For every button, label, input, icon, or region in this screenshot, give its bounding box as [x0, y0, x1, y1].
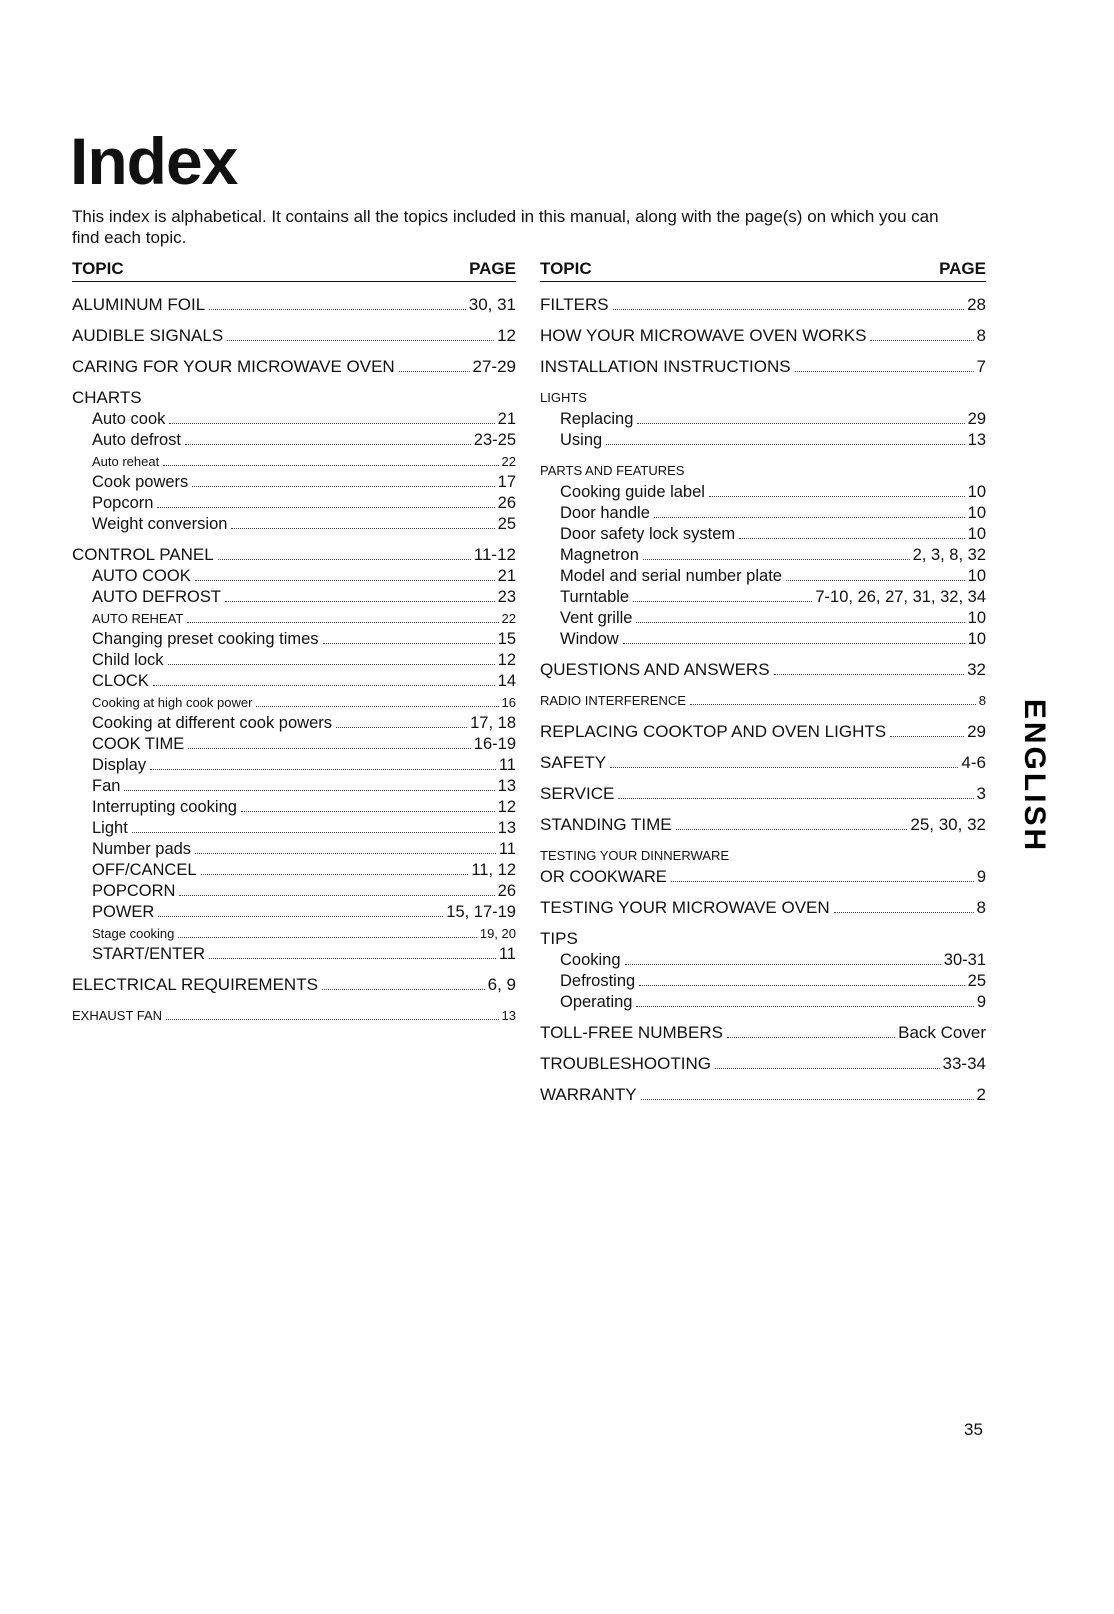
- index-page-ref: 19, 20: [479, 926, 516, 941]
- dot-leader: [179, 895, 494, 896]
- index-topic: AUTO REHEAT: [92, 611, 184, 626]
- index-topic: ALUMINUM FOIL: [72, 295, 206, 314]
- index-topic: Cooking guide label: [560, 483, 705, 501]
- index-entry: [72, 356, 516, 378]
- index-page-ref: 2: [976, 1085, 986, 1104]
- index-topic: STANDING TIME: [540, 815, 672, 834]
- index-topic: Display: [92, 756, 147, 774]
- index-topic: Popcorn: [92, 494, 154, 512]
- dot-leader: [890, 736, 964, 737]
- dot-leader: [323, 643, 495, 644]
- index-entry: [540, 545, 986, 566]
- dot-leader: [636, 1006, 973, 1007]
- index-topic: EXHAUST FAN: [72, 1008, 163, 1023]
- index-entry: [72, 566, 516, 587]
- index-page-ref: 10: [967, 483, 986, 501]
- dot-leader: [168, 664, 495, 665]
- index-page-ref: 3: [976, 784, 986, 803]
- index-topic: WARRANTY: [540, 1085, 637, 1104]
- index-topic: Cooking: [560, 951, 621, 969]
- page-number: 35: [964, 1420, 983, 1439]
- dot-leader: [124, 790, 494, 791]
- index-topic: OR COOKWARE: [540, 868, 667, 886]
- index-topic: AUTO COOK: [92, 567, 191, 585]
- index-topic: OFF/CANCEL: [92, 861, 197, 879]
- index-entry: [540, 814, 986, 836]
- index-entry: [72, 587, 516, 608]
- dot-leader: [739, 538, 965, 539]
- index-topic: AUTO DEFROST: [92, 588, 221, 606]
- language-label: ENGLISH: [1018, 698, 1052, 854]
- dot-leader: [834, 912, 974, 913]
- index-page-ref: 16: [501, 695, 516, 710]
- index-topic: AUDIBLE SIGNALS: [72, 326, 224, 345]
- index-topic: Cooking at different cook powers: [92, 714, 332, 732]
- index-topic: Auto reheat: [92, 454, 160, 469]
- index-entry: [72, 755, 516, 776]
- index-topic: Light: [92, 819, 128, 837]
- index-page-ref: 6, 9: [487, 975, 516, 994]
- index-page-ref: 26: [497, 494, 516, 512]
- index-page-ref: 10: [967, 609, 986, 627]
- dot-leader: [399, 371, 470, 372]
- index-entry: [540, 971, 986, 992]
- dot-leader: [231, 528, 494, 529]
- index-page-ref: 14: [497, 672, 516, 690]
- index-entry: [540, 690, 986, 712]
- dot-leader: [690, 704, 976, 705]
- index-entry: [72, 944, 516, 965]
- index-page-ref: 21: [497, 410, 516, 428]
- dot-leader: [322, 989, 485, 990]
- index-topic: SAFETY: [540, 753, 607, 772]
- language-side-tab: [1016, 672, 1052, 880]
- index-page-ref: 22: [501, 454, 516, 469]
- dot-leader: [610, 767, 958, 768]
- index-topic: LIGHTS: [540, 390, 587, 405]
- index-entry: [72, 650, 516, 671]
- index-page-ref: 17: [497, 473, 516, 491]
- dot-leader: [132, 832, 495, 833]
- index-topic: TIPS: [540, 929, 578, 948]
- dot-leader: [774, 674, 965, 675]
- index-list-right: [540, 294, 986, 1106]
- index-topic: POWER: [92, 903, 155, 921]
- index-page-ref: 13: [497, 777, 516, 795]
- dot-leader: [870, 340, 973, 341]
- index-topic: INSTALLATION INSTRUCTIONS: [540, 357, 791, 376]
- index-entry: [540, 867, 986, 888]
- index-page-ref: 23-25: [473, 431, 516, 449]
- dot-leader: [169, 423, 494, 424]
- index-page-ref: 23: [497, 588, 516, 606]
- index-page-ref: 29: [967, 410, 986, 428]
- dot-leader: [637, 423, 964, 424]
- index-page-ref: 7-10, 26, 27, 31, 32, 34: [815, 588, 986, 606]
- index-page-ref: Back Cover: [898, 1023, 986, 1042]
- index-page-ref: 29: [967, 722, 986, 741]
- index-entry: [540, 409, 986, 430]
- index-topic: CHARTS: [72, 388, 142, 407]
- index-page-ref: 10: [967, 525, 986, 543]
- index-topic: Magnetron: [560, 546, 639, 564]
- index-topic: CARING FOR YOUR MICROWAVE OVEN: [72, 357, 395, 376]
- index-page-ref: 26: [497, 882, 516, 900]
- index-topic: PARTS AND FEATURES: [540, 463, 685, 478]
- index-page-ref: 10: [967, 504, 986, 522]
- index-page-ref: 30-31: [943, 951, 986, 969]
- index-entry: [72, 974, 516, 996]
- dot-leader: [606, 444, 964, 445]
- index-topic: Model and serial number plate: [560, 567, 782, 585]
- index-topic: Door safety lock system: [560, 525, 736, 543]
- index-entry: [72, 294, 516, 316]
- index-entry: [72, 451, 516, 472]
- index-topic: Vent grille: [560, 609, 633, 627]
- index-entry: [540, 460, 986, 482]
- index-entry: [72, 776, 516, 797]
- dot-leader: [185, 444, 471, 445]
- index-page-ref: 13: [967, 431, 986, 449]
- dot-leader: [225, 601, 495, 602]
- index-page-ref: 15, 17-19: [446, 903, 516, 921]
- dot-leader: [195, 580, 495, 581]
- index-page-ref: 4-6: [961, 753, 986, 772]
- index-entry: [540, 783, 986, 805]
- index-topic: CLOCK: [92, 672, 149, 690]
- index-entry: [72, 514, 516, 535]
- index-entry: [72, 493, 516, 514]
- index-entry: [72, 734, 516, 755]
- dot-leader: [639, 985, 964, 986]
- intro-text: This index is alphabetical. It contains all the topics included in this manual, along with the page(s) on which you can find each topic.: [72, 207, 939, 247]
- index-page-ref: 9: [976, 993, 986, 1011]
- index-entry: [72, 409, 516, 430]
- index-topic: Defrosting: [560, 972, 636, 990]
- index-column-right: [540, 259, 986, 1106]
- column-header: [72, 259, 516, 282]
- index-topic: POPCORN: [92, 882, 176, 900]
- index-entry: [540, 845, 986, 867]
- dot-leader: [178, 937, 476, 938]
- index-entry: [72, 544, 516, 566]
- index-entry: [72, 902, 516, 923]
- dot-leader: [623, 643, 965, 644]
- index-topic: Stage cooking: [92, 926, 175, 941]
- dot-leader: [150, 769, 496, 770]
- index-topic: REPLACING COOKTOP AND OVEN LIGHTS: [540, 722, 887, 741]
- index-topic: ELECTRICAL REQUIREMENTS: [72, 975, 318, 994]
- index-topic: Cooking at high cook power: [92, 695, 253, 710]
- index-page-ref: 28: [967, 295, 986, 314]
- index-page-ref: 30, 31: [468, 295, 516, 314]
- dot-leader: [195, 853, 496, 854]
- dot-leader: [795, 371, 974, 372]
- index-topic: TOLL-FREE NUMBERS: [540, 1023, 723, 1042]
- index-page-ref: 25, 30, 32: [910, 815, 986, 834]
- index-page-ref: 12: [497, 798, 516, 816]
- topic-header: TOPIC: [72, 259, 124, 278]
- index-page-ref: 32: [967, 660, 986, 679]
- index-entry: [540, 659, 986, 681]
- index-topic: Interrupting cooking: [92, 798, 237, 816]
- index-page-ref: 27-29: [472, 357, 516, 376]
- index-topic: RADIO INTERFERENCE: [540, 693, 686, 708]
- index-topic: Fan: [92, 777, 121, 795]
- index-entry: [72, 325, 516, 347]
- index-topic: Number pads: [92, 840, 192, 858]
- index-page-ref: 13: [497, 819, 516, 837]
- index-entry: [72, 387, 516, 409]
- dot-leader: [676, 829, 908, 830]
- index-topic: Turntable: [560, 588, 630, 606]
- index-entry: [540, 524, 986, 545]
- index-entry: [540, 721, 986, 743]
- index-entry: [72, 713, 516, 734]
- index-page-ref: 11: [498, 756, 516, 774]
- dot-leader: [163, 465, 498, 466]
- index-entry: [540, 566, 986, 587]
- dot-leader: [241, 811, 495, 812]
- page-header: PAGE: [469, 259, 516, 278]
- index-topic: Auto defrost: [92, 431, 181, 449]
- dot-leader: [618, 798, 973, 799]
- index-entry: [72, 923, 516, 944]
- dot-leader: [671, 881, 974, 882]
- dot-leader: [158, 916, 443, 917]
- dot-leader: [636, 622, 964, 623]
- index-entry: [540, 629, 986, 650]
- index-entry: [540, 992, 986, 1013]
- index-topic: TESTING YOUR MICROWAVE OVEN: [540, 898, 830, 917]
- index-entry: [72, 860, 516, 881]
- index-entry: [540, 752, 986, 774]
- index-topic: Door handle: [560, 504, 650, 522]
- index-entry: [540, 928, 986, 950]
- index-page-ref: 8: [976, 898, 986, 917]
- dot-leader: [192, 486, 494, 487]
- index-entry: [540, 482, 986, 503]
- index-page-ref: 25: [497, 515, 516, 533]
- dot-leader: [613, 309, 964, 310]
- dot-leader: [209, 958, 496, 959]
- index-entry: [72, 1005, 516, 1027]
- index-topic: COOK TIME: [92, 735, 185, 753]
- index-entry: [540, 325, 986, 347]
- index-topic: Using: [560, 431, 603, 449]
- dot-leader: [227, 340, 494, 341]
- dot-leader: [256, 706, 498, 707]
- index-page-ref: 11: [498, 945, 516, 963]
- index-entry: [72, 608, 516, 629]
- dot-leader: [201, 874, 469, 875]
- index-column-left: [72, 259, 516, 1027]
- index-topic: Child lock: [92, 651, 164, 669]
- index-topic: Replacing: [560, 410, 634, 428]
- dot-leader: [153, 685, 495, 686]
- index-page-ref: 8: [976, 326, 986, 345]
- index-page-ref: 11: [498, 840, 516, 858]
- dot-leader: [715, 1068, 940, 1069]
- index-entry: [540, 356, 986, 378]
- dot-leader: [625, 964, 941, 965]
- index-entry: [72, 671, 516, 692]
- dot-leader: [336, 727, 467, 728]
- index-topic: CONTROL PANEL: [72, 545, 214, 564]
- index-entry: [72, 881, 516, 902]
- index-topic: Cook powers: [92, 473, 189, 491]
- index-page-ref: 16-19: [473, 735, 516, 753]
- index-entry: [540, 1084, 986, 1106]
- index-entry: [72, 692, 516, 713]
- index-topic: Window: [560, 630, 619, 648]
- index-entry: [540, 387, 986, 409]
- index-entry: [540, 503, 986, 524]
- topic-header: TOPIC: [540, 259, 592, 278]
- index-page-ref: 2, 3, 8, 32: [912, 546, 986, 564]
- column-header: [540, 259, 986, 282]
- index-entry: [540, 1053, 986, 1075]
- dot-leader: [157, 507, 494, 508]
- index-page-ref: 10: [967, 567, 986, 585]
- dot-leader: [727, 1037, 895, 1038]
- page-title: Index: [70, 124, 238, 198]
- index-page-ref: 25: [967, 972, 986, 990]
- index-entry: [540, 430, 986, 451]
- index-topic: SERVICE: [540, 784, 615, 803]
- index-page-ref: 7: [976, 357, 986, 376]
- index-page-ref: 33-34: [942, 1054, 986, 1073]
- index-topic: FILTERS: [540, 295, 609, 314]
- index-topic: HOW YOUR MICROWAVE OVEN WORKS: [540, 326, 867, 345]
- index-page-ref: 15: [497, 630, 516, 648]
- dot-leader: [641, 1099, 974, 1100]
- dot-leader: [786, 580, 965, 581]
- index-page-ref: 12: [497, 326, 516, 345]
- index-page-ref: 13: [501, 1008, 516, 1023]
- dot-leader: [633, 601, 812, 602]
- index-entry: [72, 818, 516, 839]
- index-entry: [540, 294, 986, 316]
- index-page-ref: 12: [497, 651, 516, 669]
- index-topic: START/ENTER: [92, 945, 206, 963]
- index-entry: [72, 472, 516, 493]
- index-entry: [540, 950, 986, 971]
- index-page-ref: 11-12: [473, 545, 516, 564]
- index-topic: Changing preset cooking times: [92, 630, 319, 648]
- dot-leader: [209, 309, 466, 310]
- index-page-ref: 9: [976, 868, 986, 886]
- index-entry: [540, 587, 986, 608]
- index-entry: [540, 897, 986, 919]
- index-entry: [540, 608, 986, 629]
- index-page-ref: 22: [501, 611, 516, 626]
- dot-leader: [166, 1019, 498, 1020]
- index-page-ref: 10: [967, 630, 986, 648]
- page-header: PAGE: [939, 259, 986, 278]
- index-page-ref: 21: [497, 567, 516, 585]
- index-topic: QUESTIONS AND ANSWERS: [540, 660, 770, 679]
- index-topic: Weight conversion: [92, 515, 228, 533]
- index-entry: [72, 797, 516, 818]
- index-page-ref: 17, 18: [470, 714, 516, 732]
- dot-leader: [654, 517, 965, 518]
- index-topic: TESTING YOUR DINNERWARE: [540, 848, 730, 863]
- index-topic: Operating: [560, 993, 633, 1011]
- index-entry: [72, 839, 516, 860]
- index-topic: Auto cook: [92, 410, 166, 428]
- index-entry: [72, 629, 516, 650]
- dot-leader: [218, 559, 471, 560]
- index-entry: [72, 430, 516, 451]
- dot-leader: [709, 496, 965, 497]
- index-entry: [540, 1022, 986, 1044]
- index-list-left: [72, 294, 516, 1027]
- index-page-ref: 8: [978, 693, 986, 708]
- dot-leader: [187, 622, 498, 623]
- index-topic: TROUBLESHOOTING: [540, 1054, 711, 1073]
- dot-leader: [188, 748, 471, 749]
- index-page-ref: 11, 12: [471, 861, 516, 879]
- dot-leader: [643, 559, 910, 560]
